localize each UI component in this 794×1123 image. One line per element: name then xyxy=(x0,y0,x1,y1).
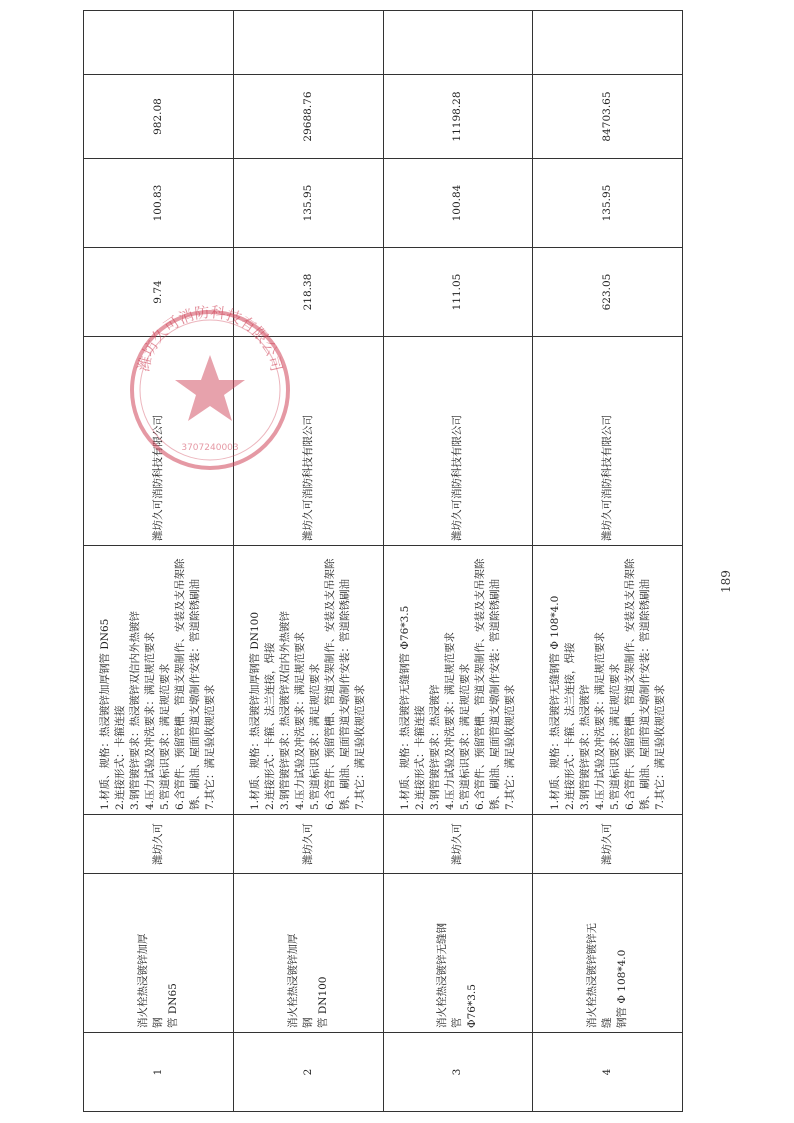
supplier: 潍坊久可消防科技有限公司 xyxy=(84,337,234,546)
description-line: 4.压力试验及冲洗要求：满足规范要求 xyxy=(294,631,307,810)
description-line: 7.其它：满足验收规范要求 xyxy=(204,684,217,810)
description-line: 2.连接形式：卡箍、法兰连接，焊接 xyxy=(264,642,277,810)
description-line: 2.连接形式：卡箍连接 xyxy=(114,705,127,810)
supplier: 潍坊久可消防科技有限公司 xyxy=(233,337,383,546)
total-price: 29688.76 xyxy=(233,75,383,159)
item-name-line: 钢 xyxy=(301,1017,314,1028)
description-line: 7.其它：满足验收规范要求 xyxy=(653,684,666,810)
unit-price: 135.95 xyxy=(233,159,383,248)
rotated-page-area xyxy=(83,92,764,1112)
seal-code: 3707240003 xyxy=(181,443,239,453)
item-name xyxy=(84,874,234,1033)
item-description xyxy=(84,546,234,815)
description-line: 4.压力试验及冲洗要求：满足规范要求 xyxy=(144,631,157,810)
description-line: 1.材质、规格：热浸镀锌无缝钢管 Φ 108*4.0 xyxy=(548,595,561,810)
description-line: 1.材质、规格：热浸镀锌无缝钢管 Φ76*3.5 xyxy=(398,605,411,810)
description-line: 5.管道标识要求：满足规范要求 xyxy=(159,663,172,810)
description-line: 1.材质、规格：热浸镀锌加厚钢管 DN100 xyxy=(249,611,262,810)
description-line: 3.钢管镀锌要求：热浸镀锌双信内外热镀锌 xyxy=(129,610,142,810)
description-line: 5.管道标识要求：满足规范要求 xyxy=(608,663,621,810)
description-line: 5.管道标识要求：满足规范要求 xyxy=(309,663,322,810)
brand: 潍坊久可 xyxy=(233,815,383,874)
description-line: 锈、刷油、屋面管道支墩制作安装：管道除锈刷油 xyxy=(638,579,651,810)
description-line: 1.材质、规格：热浸镀锌加厚钢管 DN65 xyxy=(99,618,112,810)
description-line: 7.其它：满足验收规范要求 xyxy=(354,684,367,810)
remark xyxy=(233,11,383,75)
item-name-line: Φ76*3.5 xyxy=(466,984,479,1028)
remark xyxy=(383,11,533,75)
rotated-content xyxy=(83,92,764,1112)
row-number: 2 xyxy=(233,1033,383,1112)
brand: 潍坊久可 xyxy=(84,815,234,874)
description-line: 锈、刷油、屋面管道支墩制作安装：管道除锈刷油 xyxy=(189,579,202,810)
page-number: 189 xyxy=(719,570,733,593)
description-line: 4.压力试验及冲洗要求：满足规范要求 xyxy=(593,631,606,810)
row-number: 3 xyxy=(383,1033,533,1112)
item-name-line: 消火栓热浸镀锌加厚 xyxy=(286,933,299,1028)
item-name-line: 消火栓热浸镀锌镀锌无 xyxy=(586,923,599,1028)
table-body xyxy=(84,11,683,1112)
row-number: 1 xyxy=(84,1033,234,1112)
description-line: 锈、刷油、屋面管道支墩制作安装：管道除锈刷油 xyxy=(488,579,501,810)
description-line: 3.钢管镀锌要求：热浸镀锌 xyxy=(428,684,441,810)
spec-table xyxy=(83,10,683,1112)
total-price: 982.08 xyxy=(84,75,234,159)
table-row xyxy=(233,11,383,1112)
brand: 潍坊久可 xyxy=(533,815,683,874)
description-line: 2.连接形式：卡箍、法兰连接，焊接 xyxy=(563,642,576,810)
item-name-line: 钢 xyxy=(151,1017,164,1028)
table-row xyxy=(383,11,533,1112)
item-name-line: 钢管 Φ 108*4.0 xyxy=(616,949,629,1028)
item-name xyxy=(233,874,383,1033)
item-name-line: 管 xyxy=(451,1017,464,1028)
item-description xyxy=(533,546,683,815)
quantity: 111.05 xyxy=(383,248,533,337)
item-name-line: 管 DN100 xyxy=(316,976,329,1028)
description-line: 2.连接形式：卡箍连接 xyxy=(413,705,426,810)
total-price: 84703.65 xyxy=(533,75,683,159)
quantity: 9.74 xyxy=(84,248,234,337)
unit-price: 135.95 xyxy=(533,159,683,248)
remark xyxy=(84,11,234,75)
description-line: 3.钢管镀锌要求：热浸镀锌双信内外热镀锌 xyxy=(279,610,292,810)
row-number: 4 xyxy=(533,1033,683,1112)
unit-price: 100.83 xyxy=(84,159,234,248)
item-description xyxy=(233,546,383,815)
item-description xyxy=(383,546,533,815)
item-name xyxy=(383,874,533,1033)
description-line: 6.含管件、预留管槽、管道支架制作、安装及支吊架除 xyxy=(174,558,187,810)
supplier: 潍坊久可消防科技有限公司 xyxy=(533,337,683,546)
table-row xyxy=(84,11,234,1112)
quantity: 623.05 xyxy=(533,248,683,337)
description-line: 6.含管件、预留管槽、管道支架制作、安装及支吊架除 xyxy=(324,558,337,810)
unit-price: 100.84 xyxy=(383,159,533,248)
description-line: 4.压力试验及冲洗要求：满足规范要求 xyxy=(443,631,456,810)
item-name-line: 消火栓热浸镀锌无缝钢 xyxy=(436,923,449,1028)
description-line: 6.含管件、预留管槽、管道支架制作、安装及支吊架除 xyxy=(473,558,486,810)
item-name-line: 缝 xyxy=(601,1017,614,1028)
total-price: 11198.28 xyxy=(383,75,533,159)
item-name-line: 消火栓热浸镀锌加厚 xyxy=(136,933,149,1028)
seal-text: 潍坊久可消防科技有限公司 xyxy=(134,303,286,374)
remark xyxy=(533,11,683,75)
brand: 潍坊久可 xyxy=(383,815,533,874)
description-line: 6.含管件、预留管槽、管道支架制作、安装及支吊架除 xyxy=(623,558,636,810)
supplier: 潍坊久可消防科技有限公司 xyxy=(383,337,533,546)
quantity: 218.38 xyxy=(233,248,383,337)
description-line: 锈、刷油、屋面管道支墩制作安装：管道除锈刷油 xyxy=(339,579,352,810)
item-name xyxy=(533,874,683,1033)
description-line: 3.钢管镀锌要求：热浸镀锌 xyxy=(578,684,591,810)
description-line: 7.其它：满足验收规范要求 xyxy=(503,684,516,810)
item-name-line: 管 DN65 xyxy=(166,983,179,1028)
table-row xyxy=(533,11,683,1112)
description-line: 5.管道标识要求：满足规范要求 xyxy=(458,663,471,810)
